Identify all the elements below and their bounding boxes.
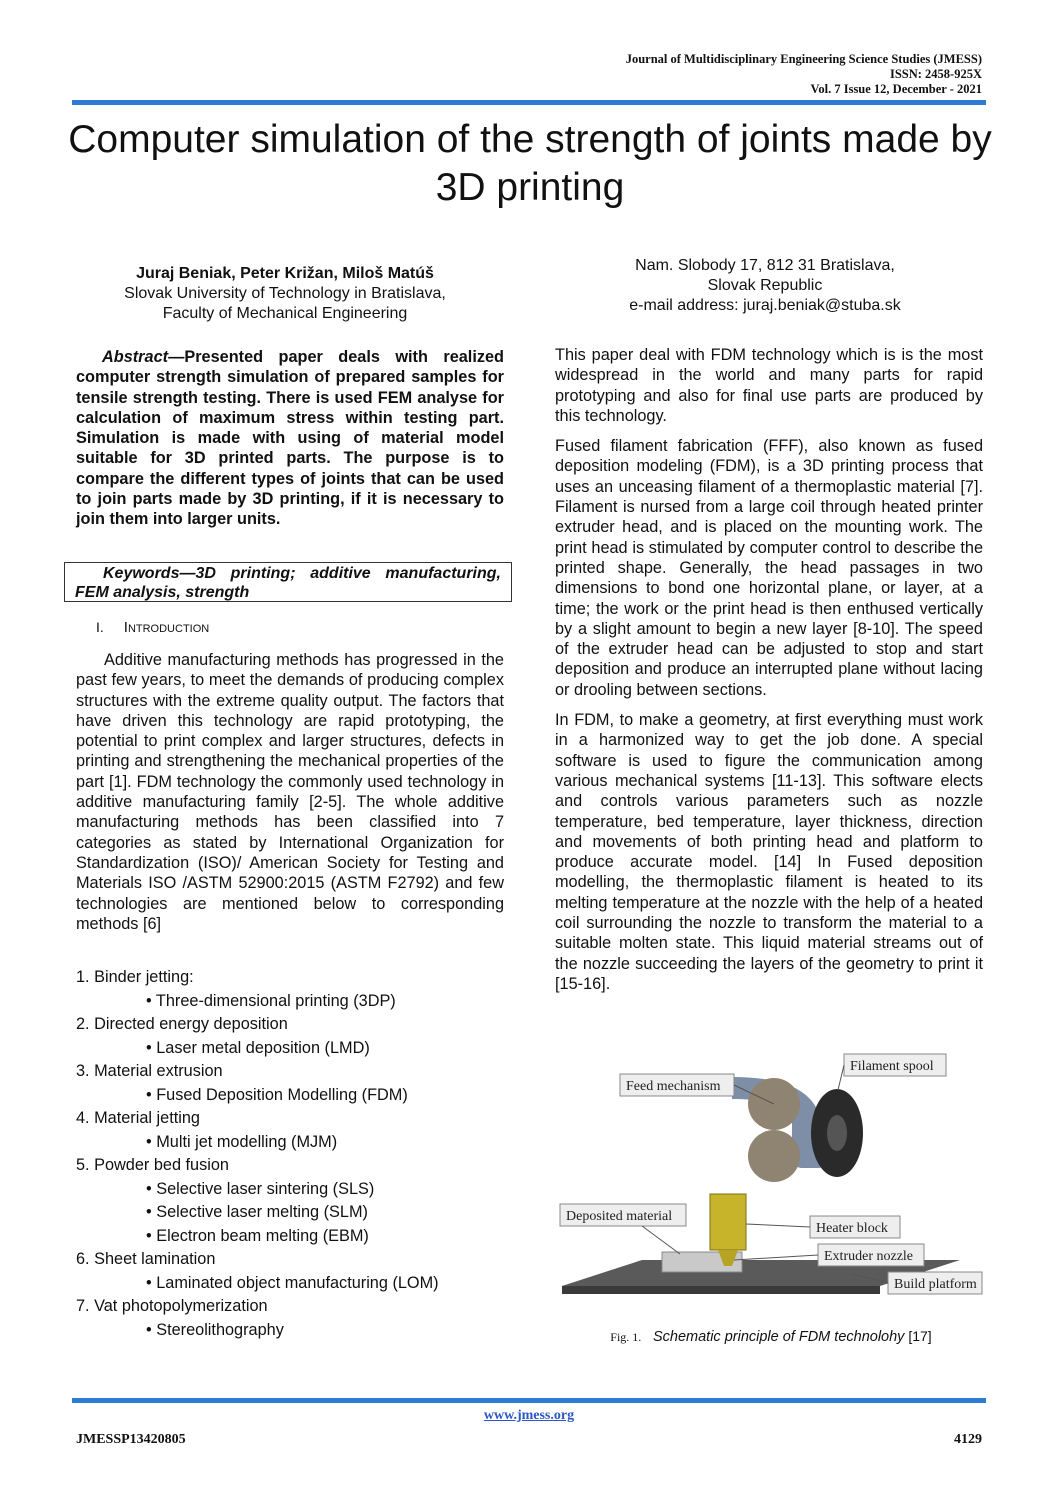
right-column xyxy=(555,345,983,1004)
label-deposited-box xyxy=(560,1204,686,1226)
abstract-text: —Presented paper deals with realized computer strength simulation of prepared samples for tensile strength testing. There is used FEM analyse for calculation of maximum stress within testing part. Simulation is made with using of material model suitable for 3D printed parts. The purpose is to compare the different types of joints that can be used to join parts made by 3D printing, if it is necessary to join them into larger units. xyxy=(76,348,504,529)
caption-text: Schematic principle of FDM technolohy xyxy=(652,1329,905,1345)
leader-nozzle xyxy=(734,1255,818,1260)
list-category: 1. Binder jetting: xyxy=(76,968,194,986)
build-platform-edge xyxy=(562,1286,880,1294)
right-paragraph-3: In FDM, to make a geometry, at first everything must work in a harmonized way to get the job done. A special software is used to figure the communication among various mechanical systems [11-13]. This software elects and controls various parameters such as nozzle temperature, bed temperature, layer thickness, direction and movements of both printing head and platform to produce accurate model. [14] In Fused deposition modelling, the thermoplastic filament is heated to its melting temperature at the nozzle with the help of a heated coil surrounding the nozzle to transform the material to a suitable molten state. This liquid material streams out of the nozzle succeeding the layers of the geometry to print it [15-16]. xyxy=(555,711,983,993)
list-item: • Multi jet modelling (MJM) xyxy=(146,1132,338,1151)
list-category: 4. Material jetting xyxy=(76,1109,200,1127)
keywords-text: Keywords—3D printing; additive manufacturing, FEM analysis, strength xyxy=(75,565,501,601)
address-block xyxy=(540,256,990,316)
filament-spool-hub xyxy=(827,1115,847,1151)
list-category: 7. Vat photopolymerization xyxy=(76,1297,268,1315)
author-names: Juraj Beniak, Peter Križan, Miloš Matúš xyxy=(136,265,434,282)
label-nozzle-box xyxy=(818,1244,924,1266)
list-category: 5. Powder bed fusion xyxy=(76,1156,229,1174)
label-feed: Feed mechanism xyxy=(626,1079,721,1094)
keywords-box xyxy=(64,562,512,602)
section-title: Introduction xyxy=(123,619,210,636)
caption-number: Fig. 1. xyxy=(610,1330,642,1344)
label-deposited: Deposited material xyxy=(566,1209,673,1224)
page-number: 4129 xyxy=(954,1432,982,1447)
address-line-1: Nam. Slobody 17, 812 31 Bratislava, xyxy=(635,257,895,274)
affiliation-line-1: Slovak University of Technology in Bratislava, xyxy=(124,285,446,302)
leader-spool xyxy=(838,1065,844,1090)
list-item: • Selective laser melting (SLM) xyxy=(146,1203,368,1221)
journal-issn: ISSN: 2458-925X xyxy=(889,67,982,81)
journal-name: Journal of Multidisciplinary Engineering Science Studies (JMESS) xyxy=(625,52,982,66)
label-spool-box xyxy=(844,1054,946,1076)
right-paragraph-1: This paper deal with FDM technology which is is the most widespread in the world and many parts for rapid prototyping and also for final use parts are produced by this technology. xyxy=(555,346,983,425)
method-list xyxy=(76,966,506,1342)
address-line-2: Slovak Republic xyxy=(707,277,823,294)
fdm-figure xyxy=(552,1048,984,1320)
section-heading xyxy=(96,618,209,637)
paper-id: JMESSP13420805 xyxy=(76,1432,186,1447)
list-item: • Selective laser sintering (SLS) xyxy=(146,1179,375,1198)
leader-deposited xyxy=(642,1226,680,1254)
journal-volume: Vol. 7 Issue 12, December - 2021 xyxy=(810,82,982,96)
list-category: 6. Sheet lamination xyxy=(76,1250,216,1268)
list-item: • Fused Deposition Modelling (FDM) xyxy=(146,1085,408,1104)
abstract-lead: Abstract xyxy=(102,348,169,366)
list-item: • Electron beam melting (EBM) xyxy=(146,1226,369,1245)
right-paragraph-2: Fused filament fabrication (FFF), also known as fused deposition modeling (FDM), is a 3D printing process that uses an unceasing filament of a thermoplastic material [7]. Filament is nursed from a large coil through heated printer extruder head, and is placed on the mounting work. The print head is stimulated by computer control to describe the printed shape. Generally, the head passages in two dimensions to bond one horizontal plane, or layer, at a time; the work or the print head is then enthused vertically by a slight amount to begin a new layer [8-10]. The speed of the extruder head can be adjusted to stop and start deposition and produce an interrupted plane without lacing or drooling between sections. xyxy=(555,437,983,699)
heater-block-shape xyxy=(710,1194,746,1250)
leader-heater xyxy=(746,1224,810,1227)
label-platform-box xyxy=(888,1272,982,1294)
feed-gear-bottom xyxy=(748,1130,800,1182)
label-spool: Filament spool xyxy=(850,1059,934,1074)
affiliation-line-2: Faculty of Mechanical Engineering xyxy=(162,305,408,322)
list-category: 3. Material extrusion xyxy=(76,1062,223,1080)
footer-rule xyxy=(72,1398,986,1403)
list-item: • Three-dimensional printing (3DP) xyxy=(146,991,396,1010)
label-feed-box xyxy=(620,1074,734,1096)
label-platform: Build platform xyxy=(894,1277,977,1292)
figure-caption xyxy=(555,1328,987,1345)
list-item: • Stereolithography xyxy=(146,1320,284,1339)
section-number: I. xyxy=(96,619,104,635)
caption-reference: [17] xyxy=(908,1328,932,1344)
list-item: • Laminated object manufacturing (LOM) xyxy=(146,1273,439,1292)
header-rule xyxy=(72,100,986,105)
label-heater: Heater block xyxy=(816,1221,888,1236)
label-heater-box xyxy=(810,1216,900,1238)
list-category: 2. Directed energy deposition xyxy=(76,1015,288,1033)
intro-paragraph: Additive manufacturing methods has progressed in the past few years, to meet the demands of producing complex structures with the extreme quality output. The factors that have driven this technology are rapid prototyping, the potential to print complex and larger structures, defects in printing and strengthening the mechanical properties of the part [1]. FDM technology the commonly used technology in additive manufacturing family [2-5]. The whole additive manufacturing methods has been classified into 7 categories as stated by International Organization for Standardization (ISO)/ American Society for Testing and Materials ISO /ASTM 52900:2015 (ASTM F2792) and few technologies are mentioned below to corresponding methods [6] xyxy=(76,651,504,933)
fdm-schematic xyxy=(552,1048,984,1320)
email-line: e-mail address: juraj.beniak@stuba.sk xyxy=(629,297,901,314)
label-nozzle: Extruder nozzle xyxy=(824,1249,914,1264)
author-block xyxy=(75,264,495,324)
list-item: • Laser metal deposition (LMD) xyxy=(146,1038,370,1057)
journal-url-link[interactable]: www.jmess.org xyxy=(483,1408,575,1423)
paper-title: Computer simulation of the strength of joints made by 3D printing xyxy=(68,118,992,209)
journal-header xyxy=(626,52,982,97)
abstract xyxy=(76,347,504,530)
